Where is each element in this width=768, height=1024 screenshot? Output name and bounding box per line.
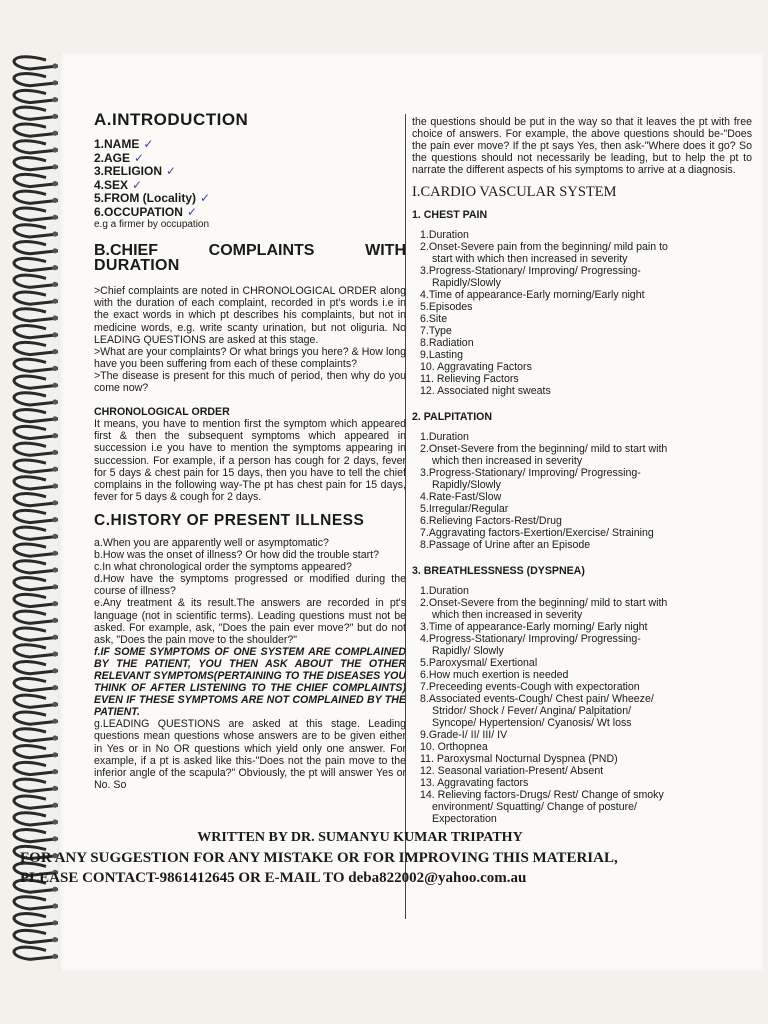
spiral-ring bbox=[14, 930, 58, 942]
list-item: 12. Seasonal variation-Present/ Absent bbox=[420, 764, 604, 777]
spiral-ring bbox=[14, 762, 58, 774]
cardio-vascular-system-title: I.CARDIO VASCULAR SYSTEM bbox=[412, 184, 617, 201]
list-item: which then increased in severity bbox=[432, 608, 583, 621]
punch-hole bbox=[52, 769, 57, 774]
footer-suggestion: FOR ANY SUGGESTION FOR ANY MISTAKE OR FOR IMPROVING THIS MATERIAL, bbox=[20, 850, 618, 866]
list-item: 11. Paroxysmal Nocturnal Dyspnea (PND) bbox=[420, 752, 618, 765]
punch-hole bbox=[52, 534, 57, 539]
list-item: 1.Duration bbox=[420, 584, 469, 597]
intro-title: A.INTRODUCTION bbox=[94, 110, 249, 129]
list-item: 7.Type bbox=[420, 324, 452, 337]
list-item: 14. Relieving factors-Drugs/ Rest/ Change of smoky bbox=[420, 788, 664, 801]
list-item: 8.Radiation bbox=[420, 336, 474, 349]
spiral-ring bbox=[14, 460, 58, 472]
list-item: 10. Aggravating Factors bbox=[420, 360, 532, 373]
punch-hole bbox=[52, 685, 57, 690]
punch-hole bbox=[52, 433, 57, 438]
intro-item: 4.SEX ✓ bbox=[94, 177, 143, 192]
punch-hole bbox=[52, 366, 57, 371]
hpi-item-g: g.LEADING QUESTIONS are asked at this stage. Leading questions mean questions whose answers are to be given either in Yes or in No OR questions which yield only one answer. For example, if a pt is asked like this-"Does not the pain move to the inferior angle of the scapula?" Obviously, the pt will answer Yes or No. So bbox=[94, 718, 406, 791]
punch-hole bbox=[52, 198, 57, 203]
spiral-ring bbox=[14, 275, 58, 287]
spiral-ring bbox=[14, 611, 58, 623]
list-item: Syncope/ Hypertension/ Cyanosis/ Wt loss bbox=[432, 716, 632, 729]
punch-hole bbox=[52, 584, 57, 589]
punch-hole bbox=[52, 517, 57, 522]
list-item: 5.Episodes bbox=[420, 300, 473, 313]
left-column bbox=[94, 52, 406, 791]
spiral-ring bbox=[14, 107, 58, 119]
list-item: 6.Relieving Factors-Rest/Drug bbox=[420, 514, 562, 527]
list-item: 3.Progress-Stationary/ Improving/ Progressing- bbox=[420, 466, 641, 479]
punch-hole bbox=[52, 803, 57, 808]
spiral-ring bbox=[14, 376, 58, 388]
chronological-order-title: CHRONOLOGICAL ORDER bbox=[94, 406, 230, 419]
punch-hole bbox=[52, 399, 57, 404]
spiral-ring bbox=[14, 510, 58, 522]
list-item: 10. Orthopnea bbox=[420, 740, 488, 753]
footer-author: WRITTEN BY DR. SUMANYU KUMAR TRIPATHY bbox=[197, 830, 523, 845]
punch-hole bbox=[52, 97, 57, 102]
list-item: start with which then increased in severity bbox=[432, 252, 628, 265]
spiral-ring bbox=[14, 258, 58, 270]
punch-hole bbox=[52, 63, 57, 68]
spiral-ring bbox=[14, 662, 58, 674]
list-item: 9.Grade-I/ II/ III/ IV bbox=[420, 728, 508, 741]
intro-item: 2.AGE ✓ bbox=[94, 150, 145, 165]
spiral-ring bbox=[14, 578, 58, 590]
list-item: 5.Irregular/Regular bbox=[420, 502, 509, 515]
spiral-ring bbox=[14, 477, 58, 489]
punch-hole bbox=[52, 248, 57, 253]
punch-hole bbox=[52, 920, 57, 925]
punch-hole bbox=[52, 651, 57, 656]
punch-hole bbox=[52, 80, 57, 85]
spiral-ring bbox=[14, 779, 58, 791]
intro-item: 1.NAME ✓ bbox=[94, 137, 154, 152]
list-item: Rapidly/ Slowly bbox=[432, 644, 504, 657]
right-column bbox=[412, 52, 752, 825]
list-item: 5.Paroxysmal/ Exertional bbox=[420, 656, 538, 669]
punch-hole bbox=[52, 786, 57, 791]
punch-hole bbox=[52, 349, 57, 354]
footer-contact: PLEASE CONTACT-9861412645 OR E-MAIL TO deba822002@yahoo.com.au bbox=[20, 870, 527, 886]
punch-hole bbox=[52, 383, 57, 388]
spiral-ring bbox=[14, 712, 58, 724]
breathlessness-title: 3. BREATHLESSNESS (DYSPNEA) bbox=[412, 564, 585, 577]
list-item: environment/ Squatting/ Change of posture/ bbox=[432, 800, 637, 813]
punch-hole bbox=[52, 467, 57, 472]
punch-hole bbox=[52, 551, 57, 556]
list-item: 4.Progress-Stationary/ Improving/ Progressing- bbox=[420, 632, 641, 645]
intro-example: e.g a firmer by occupation bbox=[94, 219, 210, 231]
spiral-ring bbox=[14, 74, 58, 86]
punch-hole bbox=[52, 719, 57, 724]
list-item: 13. Aggravating factors bbox=[420, 776, 529, 789]
spiral-ring bbox=[14, 426, 58, 438]
punch-hole bbox=[52, 903, 57, 908]
list-item: 1.Duration bbox=[420, 430, 469, 443]
chest-pain-list bbox=[412, 229, 752, 397]
spiral-ring bbox=[14, 897, 58, 909]
chest-pain-title: 1. CHEST PAIN bbox=[412, 208, 488, 221]
spiral-ring bbox=[14, 242, 58, 254]
list-item: 7.Preceeding events-Cough with expectoration bbox=[420, 680, 640, 693]
punch-hole bbox=[52, 299, 57, 304]
cc-paragraph-2: >What are your complaints? Or what brings you here? & How long have you been suffering from each of these complaints? bbox=[94, 345, 406, 370]
chronological-order-paragraph: It means, you have to mention first the symptom which appeared first & then the subsequent symptoms which appeared in succession i.e you have to mention the symptoms appearing in succession. For example, if a person has cough for 2 days, fever for 5 days & chest pain for 15 days, then you have to tell the chief complains in the following way-The pt has chest pain for 15 days, fever for 5 days & cough for 2 days. bbox=[94, 418, 406, 503]
chief-complaints-title: B.CHIEF COMPLAINTS WITH bbox=[94, 242, 406, 260]
cc-paragraph-1: >Chief complaints are noted in CHRONOLOGICAL ORDER along with the duration of each complaint, recorded in pt's words i.e in the exact words in which pt describes his complaints, but not in medicine words, e.g. write scanty urination, but not oliguria. No LEADING QUESTIONS are asked at this stage. bbox=[94, 285, 406, 346]
list-item: 11. Relieving Factors bbox=[420, 372, 519, 385]
hpi-item-c: c.In what chronological order the symptoms appeared? bbox=[94, 561, 352, 574]
punch-hole bbox=[52, 618, 57, 623]
spiral-ring bbox=[14, 796, 58, 808]
spiral-ring bbox=[14, 494, 58, 506]
spiral-ring bbox=[14, 292, 58, 304]
spiral-ring bbox=[14, 729, 58, 741]
spiral-ring bbox=[14, 544, 58, 556]
list-item: 2.Onset-Severe from the beginning/ mild to start with bbox=[420, 442, 668, 455]
list-item: 3.Time of appearance-Early morning/ Early night bbox=[420, 620, 648, 633]
spiral-ring bbox=[14, 645, 58, 657]
intro-item: 5.FROM (Locality) ✓ bbox=[94, 191, 211, 206]
punch-hole bbox=[52, 164, 57, 169]
spiral-ring bbox=[14, 57, 58, 69]
list-item: 8.Passage of Urine after an Episode bbox=[420, 538, 591, 551]
punch-hole bbox=[52, 735, 57, 740]
punch-hole bbox=[52, 332, 57, 337]
spiral-ring bbox=[14, 225, 58, 237]
spiral-ring bbox=[14, 90, 58, 102]
spiral-ring bbox=[14, 628, 58, 640]
spiral-ring bbox=[14, 326, 58, 338]
palpitation-list bbox=[412, 431, 752, 551]
history-present-illness-title: C.HISTORY OF PRESENT ILLNESS bbox=[94, 511, 365, 529]
list-item: 8.Associated events-Cough/ Chest pain/ Wheeze/ bbox=[420, 692, 654, 705]
spiral-ring bbox=[14, 393, 58, 405]
punch-hole bbox=[52, 567, 57, 572]
spiral-ring bbox=[14, 191, 58, 203]
spiral-ring bbox=[14, 914, 58, 926]
punch-hole bbox=[52, 181, 57, 186]
punch-hole bbox=[52, 265, 57, 270]
spiral-ring bbox=[14, 561, 58, 573]
spiral-ring bbox=[14, 208, 58, 220]
spiral-ring bbox=[14, 174, 58, 186]
breathlessness-list bbox=[412, 585, 752, 825]
punch-hole bbox=[52, 483, 57, 488]
punch-hole bbox=[52, 937, 57, 942]
spiral-ring bbox=[14, 342, 58, 354]
spiral-ring bbox=[14, 695, 58, 707]
list-item: 9.Lasting bbox=[420, 348, 463, 361]
spiral-ring bbox=[14, 124, 58, 136]
spiral-ring bbox=[14, 359, 58, 371]
list-item: 12. Associated night sweats bbox=[420, 384, 551, 397]
list-item: Rapidly/Slowly bbox=[432, 478, 501, 491]
hpi-item-d: d.How have the symptoms progressed or modified during the course of illness? bbox=[94, 573, 406, 598]
hpi-item-a: a.When you are apparently well or asymptomatic? bbox=[94, 536, 329, 549]
list-item: 3.Progress-Stationary/ Improving/ Progressing- bbox=[420, 264, 641, 277]
punch-hole bbox=[52, 601, 57, 606]
punch-hole bbox=[52, 215, 57, 220]
cc-paragraph-3: >The disease is present for this much of period, then why do you come now? bbox=[94, 369, 406, 395]
list-item: Rapidly/Slowly bbox=[432, 276, 501, 289]
punch-hole bbox=[52, 282, 57, 287]
spiral-ring bbox=[14, 141, 58, 153]
punch-hole bbox=[52, 668, 57, 673]
spiral-ring bbox=[14, 594, 58, 606]
intro-item: 3.RELIGION ✓ bbox=[94, 164, 177, 179]
list-item: 2.Onset-Severe from the beginning/ mild to start with bbox=[420, 596, 668, 609]
list-item: 1.Duration bbox=[420, 228, 469, 241]
punch-hole bbox=[52, 819, 57, 824]
spiral-ring bbox=[14, 527, 58, 539]
list-item: 4.Rate-Fast/Slow bbox=[420, 490, 502, 503]
intro-list bbox=[94, 138, 406, 219]
list-item: 7.Aggravating factors-Exertion/Exercise/ Straining bbox=[420, 526, 654, 539]
palpitation-title: 2. PALPITATION bbox=[412, 410, 493, 423]
spiral-ring bbox=[14, 947, 58, 959]
punch-hole bbox=[52, 131, 57, 136]
list-item: 6.How much exertion is needed bbox=[420, 668, 569, 681]
punch-hole bbox=[52, 450, 57, 455]
punch-hole bbox=[52, 500, 57, 505]
punch-hole bbox=[52, 702, 57, 707]
punch-hole bbox=[52, 752, 57, 757]
hpi-item-e: e.Any treatment & its result.The answers are recorded in pt's language (not in scientific terms). Leading questions must not be asked. For example, ask, "Does the pain ever move?" but do not ask, "Does the pain move to the shoulder?" bbox=[94, 597, 406, 646]
hpi-item-f: f.IF SOME SYMPTOMS OF ONE SYSTEM ARE COMPLAINED BY THE PATIENT, YOU THEN ASK ABOUT THE OTHER RELEVANT SYMPTOMS(PERTAINING TO THE DISEASES YOU THINK OF AFTER LISTENING TO THE CHIEF COMPLAINTS) EVEN IF THESE SYMPTOMS ARE NOT COMPLAINED BY THE PATIENT. bbox=[94, 645, 406, 719]
spiral-ring bbox=[14, 813, 58, 825]
punch-hole bbox=[52, 147, 57, 152]
punch-hole bbox=[52, 954, 57, 959]
spiral-ring bbox=[14, 746, 58, 758]
list-item: Stridor/ Shock / Fever/ Angina/ Palpitation/ bbox=[432, 704, 632, 717]
punch-hole bbox=[52, 114, 57, 119]
chief-complaints-title-line2: DURATION bbox=[94, 257, 180, 275]
continued-paragraph: the questions should be put in the way so that it leaves the pt with free choice of answers. For example, the above questions should be-"Does the pain ever move? If the pt says Yes, then ask-"Where does it go? So the questions should not necessarily be leading, but to help the pt to narrate the different aspects of his symptoms to arrive at a diagnosis. bbox=[412, 116, 752, 177]
list-item: 2.Onset-Severe pain from the beginning/ mild pain to bbox=[420, 240, 668, 253]
spiral-ring bbox=[14, 678, 58, 690]
punch-hole bbox=[52, 231, 57, 236]
intro-item: 6.OCCUPATION ✓ bbox=[94, 204, 197, 219]
punch-hole bbox=[52, 416, 57, 421]
list-item: 4.Time of appearance-Early morning/Early night bbox=[420, 288, 645, 301]
spiral-ring bbox=[14, 443, 58, 455]
list-item: Expectoration bbox=[432, 812, 497, 825]
spiral-ring bbox=[14, 158, 58, 170]
list-item: 6.Site bbox=[420, 312, 448, 325]
hpi-item-b: b.How was the onset of illness? Or how did the trouble start? bbox=[94, 549, 380, 562]
list-item: which then increased in severity bbox=[432, 454, 583, 467]
spiral-ring bbox=[14, 309, 58, 321]
punch-hole bbox=[52, 315, 57, 320]
spiral-ring bbox=[14, 410, 58, 422]
punch-hole bbox=[52, 635, 57, 640]
footer bbox=[20, 828, 700, 888]
